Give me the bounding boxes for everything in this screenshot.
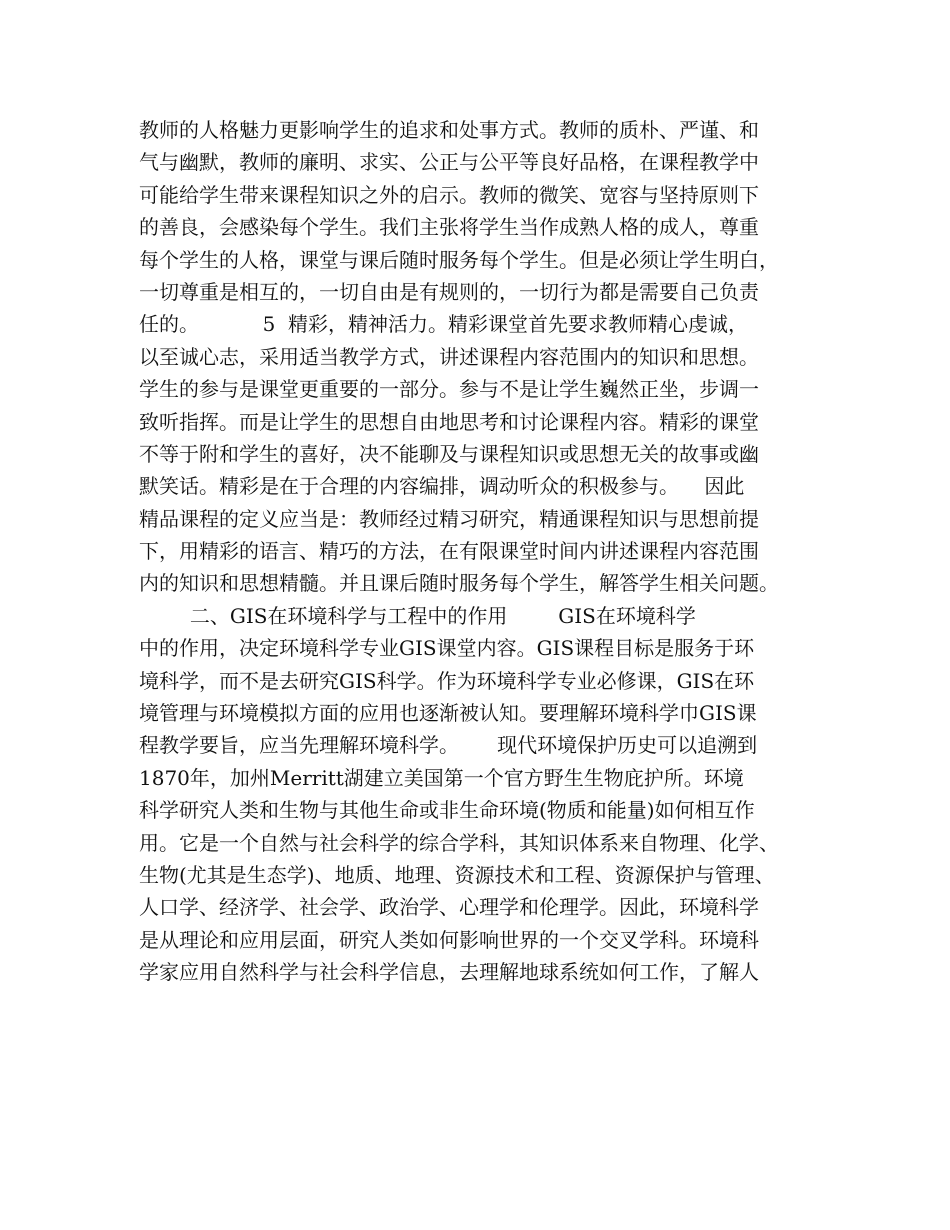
text-line: 气与幽默，教师的廉明、求实、公正与公平等良好品格，在课程教学中 [139,150,759,175]
text-line: 生物(尤其是生态学)、地质、地理、资源技术和工程、资源保护与管理、 [139,862,775,887]
text-line: 下，用精彩的语言、精巧的方法，在有限课堂时间内讲述课程内容范围 [139,539,759,564]
text-line: 学生的参与是课堂更重要的一部分。参与不是让学生巍然正坐，步调一 [139,377,759,402]
text-line: 精品课程的定义应当是：教师经过精习研究，精通课程知识与思想前提 [139,506,759,531]
text-line: 用。它是一个自然与社会科学的综合学科，其知识体系来自物理、化学、 [139,830,779,855]
text-line: 科学研究人类和生物与其他生命或非生命环境(物质和能量)如何相互作 [139,798,755,823]
text-line: 人口学、经济学、社会学、政治学、心理学和伦理学。因此，环境科学 [139,895,759,920]
text-line: 中的作用，决定环境科学专业GIS课堂内容。GIS课程目标是服务于环 [139,636,755,661]
text-line: 境管理与环境模拟方面的应用也逐渐被认知。要理解环境科学巾GIS课 [139,701,757,726]
text-line: 教师的人格魅力更影响学生的追求和处事方式。教师的质朴、严谨、和 [139,118,759,142]
text-line: 学家应用自然科学与社会科学信息，去理解地球系统如何工作，了解人 [139,960,759,985]
text-line: 以至诚心志，采用适当教学方式，讲述课程内容范围内的知识和思想。 [139,344,759,369]
text-line: 每个学生的人格，课堂与课后随时服务每个学生。但是必须让学生明白， [139,247,779,272]
text-line: 1870年，加州Merritt湖建立美国第一个官方野生生物庇护所。环境 [139,765,744,790]
text-line: 默笑话。精彩是在于合理的内容编排，调动听众的积极参与。 因此 [139,474,745,499]
text-line: 致听指挥。而是让学生的思想自由地思考和讨论课程内容。精彩的课堂 [139,409,759,434]
text-line: 程教学要旨，应当先理解环境科学。 现代环境保护历史可以追溯到 [139,733,758,758]
text-line: 可能给学生带来课程知识之外的启示。教师的微笑、宽容与坚持原则下 [139,182,759,207]
text-line: 内的知识和思想精髓。并且课后随时服务每个学生，解答学生相关问题。 [139,571,779,596]
text-line: 境科学，而不是去研究GIS科学。作为环境科学专业必修课，GIS在环 [139,668,755,693]
text-line: 不等于附和学生的喜好，决不能聊及与课程知识或思想无关的故事或幽 [139,441,759,466]
text-line: 任的。 5 精彩，精神活力。精彩课堂首先要求教师精心虔诚， [139,312,749,337]
body-text [139,114,829,989]
text-line: 一切尊重是相互的，一切自由是有规则的，一切行为都是需要自己负责 [139,279,759,304]
section-heading-line: 二、GIS在环境科学与工程中的作用 GIS在环境科学 [139,603,696,628]
text-line: 是从理论和应用层面，研究人类如何影响世界的一个交叉学科。环境科 [139,927,759,952]
text-line: 的善良，会感染每个学生。我们主张将学生当作成熟人格的成人，尊重 [139,215,759,240]
